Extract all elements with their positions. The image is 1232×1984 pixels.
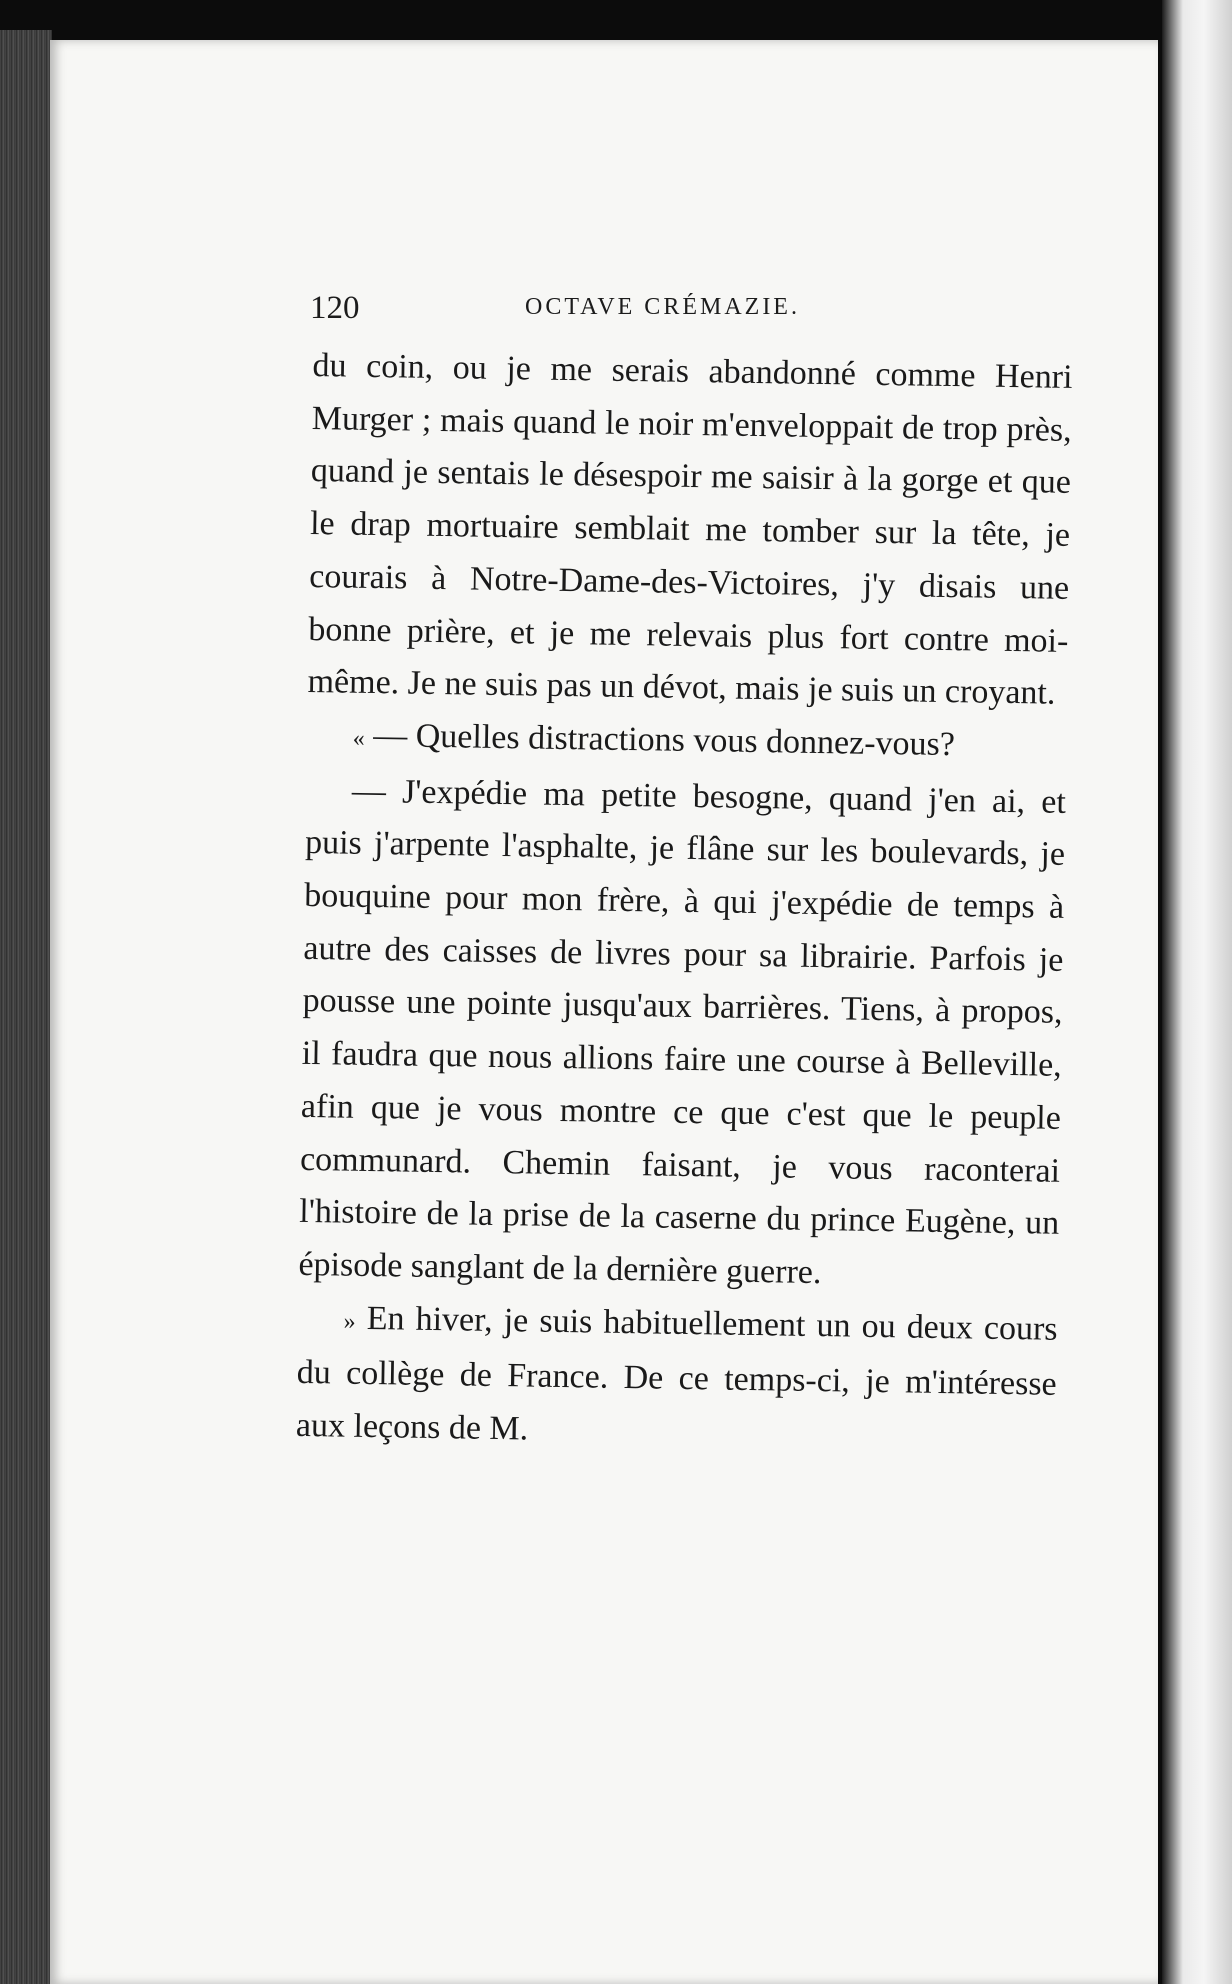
book-edge-right: [1162, 0, 1232, 1984]
page-number: 120: [310, 290, 360, 326]
paragraph-1: du coin, ou je me serais abandonné comme Henri Murger ; mais quand le noir m'enveloppait de trop près, quand je sentais le désespoir me saisir à la gorge et que le drap mortuaire semblait me tomber sur la tête, je courais à Notre-Dame-des-Victoires, j'y disais une bonne prière, et je me relevais plus fort contre moi-même. Je ne suis pas un dévot, mais je suis un croyant.: [307, 346, 1073, 712]
body-text: [296, 340, 1073, 1465]
page-header: [310, 290, 1070, 340]
book-edge-left: [0, 30, 52, 1984]
open-quote-mark: «: [352, 725, 365, 752]
running-head: OCTAVE CRÉMAZIE.: [525, 294, 800, 320]
close-quote-mark: »: [343, 1308, 356, 1335]
paragraph-2-text: — Quelles distractions vous donnez-vous?: [373, 716, 956, 764]
paragraph-4-text: En hiver, je suis habituellement un ou deux cours du collège de France. De ce temps-ci, je m'intéresse aux leçons de M.: [295, 1299, 1058, 1448]
paragraph-3: — J'expédie ma petite besogne, quand j'en ai, et puis j'arpente l'asphalte, je flâne sur les boulevards, je bouquine pour mon frère, à qui j'expédie de temps à autre des caisses de livres pour sa librairie. Parfois je pousse une pointe jusqu'aux barrières. Tiens, à propos, il faudra que nous allions faire une course à Belleville, afin que je vous montre ce que c'est que le peuple communard. Chemin faisant, je vous raconterai l'histoire de la prise de la caserne du prince Eugène, un épisode sanglant de la dernière guerre.: [298, 772, 1067, 1292]
paragraph-4: [296, 1292, 1058, 1465]
